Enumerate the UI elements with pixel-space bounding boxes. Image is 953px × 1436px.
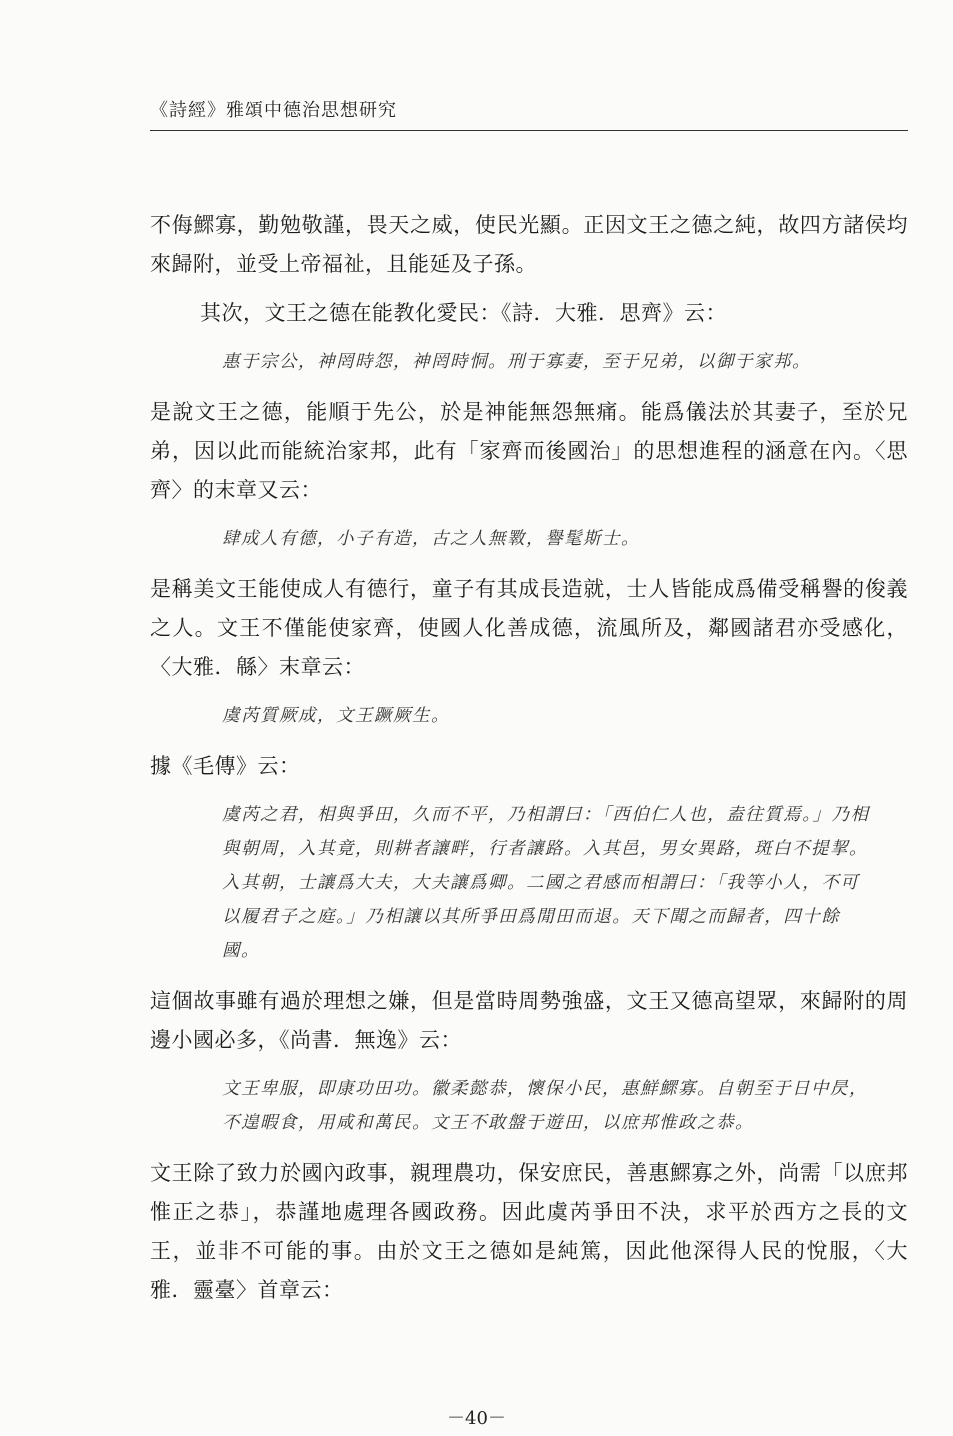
- running-header: 《詩經》雅頌中德治思想研究: [150, 100, 397, 121]
- block-quote: 虞芮質厥成，文王蹶厥生。: [222, 706, 450, 726]
- block-quote: 惠于宗公，神罔時怨，神罔時恫。刑于寡妻，至于兄弟，以御于家邦。: [222, 352, 811, 372]
- paragraph: 據《毛傳》云：: [150, 754, 301, 778]
- page-number: －40－: [447, 1408, 506, 1429]
- paragraph: 其次，文王之德在能教化愛民：《詩．大雅．思齊》云：: [200, 301, 727, 325]
- page-body: [150, 206, 908, 1320]
- paragraph: 文王除了致力於國內政事，親理農功，保安庶民，善惠鰥寡之外，尚需「以庶邦惟正之恭」，恭謹地處理各國政務。因此虞芮爭田不決，求平於西方之長的文王，並非不可能的事。由於文王之德如是純篤，因此他深得人民的悅服，〈大雅．靈臺〉首章云：: [150, 1161, 908, 1302]
- paragraph: 這個故事雖有過於理想之嫌，但是當時周勢強盛，文王又德高望眾，來歸附的周邊小國必多，《尚書．無逸》云：: [150, 989, 908, 1052]
- header-rule: [150, 130, 908, 131]
- paragraph: 不侮鰥寡，勤勉敬謹，畏天之威，使民光顯。正因文王之德之純，故四方諸侯均來歸附，並受上帝福祉，且能延及子孫。: [150, 213, 908, 276]
- paragraph: 是說文王之德，能順于先公，於是神能無怨無痛。能爲儀法於其妻子，至於兄弟，因以此而能統治家邦，此有「家齊而後國治」的思想進程的涵意在內。〈思齊〉的末章又云：: [150, 400, 908, 502]
- block-quote: 虞芮之君，相與爭田，久而不平，乃相謂曰：「西伯仁人也，盍往質焉。」乃相與朝周，入其竟，則耕者讓畔，行者讓路。入其邑，男女異路，斑白不提挈。入其朝，士讓爲大夫，大夫讓爲卿。二國之君感而相謂曰：「我等小人，不可以履君子之庭。」乃相讓以其所爭田爲閒田而退。天下聞之而歸者，四十餘國。: [222, 805, 870, 961]
- paragraph: 是稱美文王能使成人有德行，童子有其成長造就，士人皆能成爲備受稱譽的俊義之人。文王不僅能使家齊，使國人化善成德，流風所及，鄰國諸君亦受感化，〈大雅．緜〉末章云：: [150, 577, 908, 679]
- block-quote: 肆成人有德，小子有造，古之人無斁，譽髦斯士。: [222, 529, 640, 549]
- block-quote: 文王卑服，即康功田功。徽柔懿恭，懷保小民，惠鮮鰥寡。自朝至于日中昃，不遑暇食，用咸和萬民。文王不敢盤于遊田，以庶邦惟政之恭。: [222, 1079, 868, 1133]
